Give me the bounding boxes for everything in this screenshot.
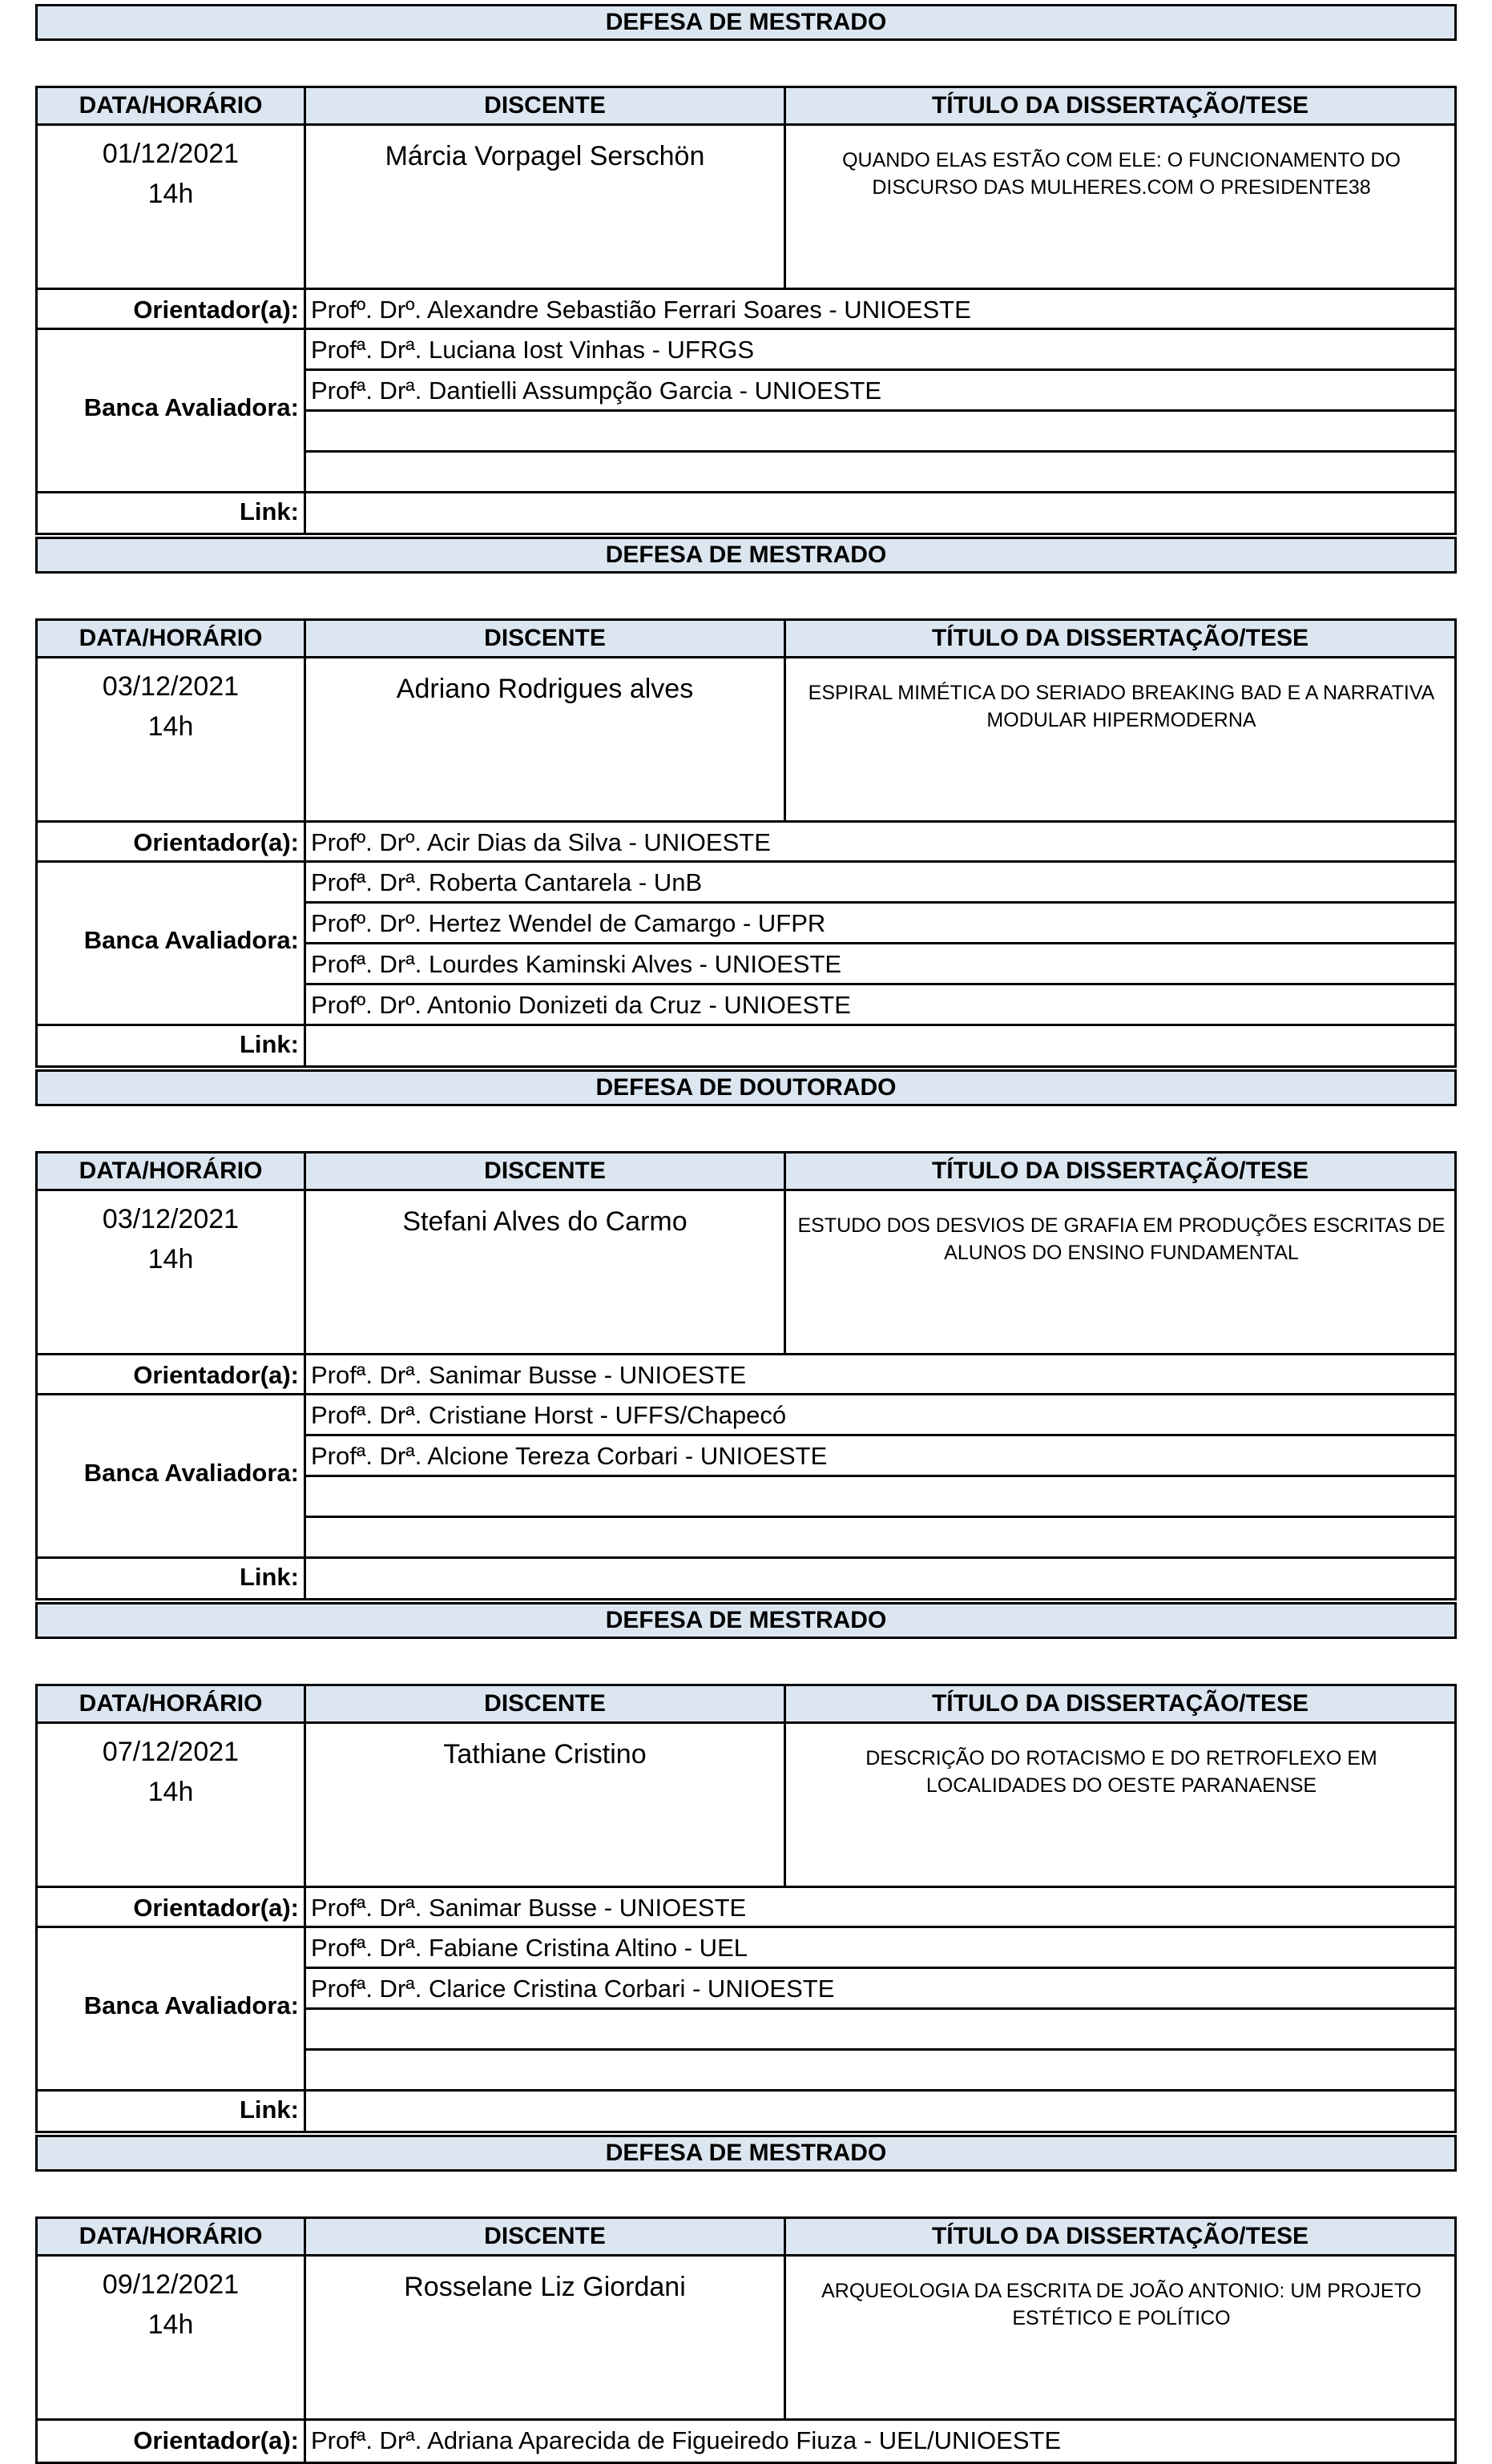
committee-label: Banca Avaliadora: [83, 1991, 299, 2019]
defense-block [35, 86, 1457, 535]
thesis-title: ARQUEOLOGIA DA ESCRITA DE JOÃO ANTONIO: UM PROJETO ESTÉTICO E POLÍTICO [821, 2280, 1421, 2329]
header-date: DATA/HORÁRIO [79, 625, 263, 651]
header-title: TÍTULO DA DISSERTAÇÃO/TESE [931, 92, 1309, 119]
header-student: DISCENTE [484, 92, 606, 119]
column-header-row [38, 1151, 1454, 1191]
advisor-label: Orientador(a): [133, 296, 299, 324]
header-title: TÍTULO DA DISSERTAÇÃO/TESE [931, 1690, 1309, 1717]
committee-member: Profª. Drª. Clarice Cristina Corbari - UNIOESTE [311, 1975, 835, 2003]
header-title: TÍTULO DA DISSERTAÇÃO/TESE [931, 1158, 1309, 1184]
advisor-name: Profº. Drº. Alexandre Sebastião Ferrari Soares - UNIOESTE [311, 296, 971, 324]
committee-member: Profª. Drª. Dantielli Assumpção Garcia - UNIOESTE [311, 376, 882, 405]
defense-time: 14h [147, 1244, 194, 1274]
student-name: Stefani Alves do Carmo [402, 1206, 688, 1237]
header-student: DISCENTE [484, 1690, 606, 1717]
thesis-title: QUANDO ELAS ESTÃO COM ELE: O FUNCIONAMENTO DO DISCURSO DAS MULHERES.COM O PRESIDENTE38 [842, 149, 1401, 199]
student-name: Adriano Rodrigues alves [396, 674, 694, 704]
committee-member: Profª. Drª. Roberta Cantarela - UnB [311, 868, 703, 896]
column-header-row [38, 86, 1454, 126]
link-label: Link: [239, 1030, 299, 1058]
advisor-name: Profª. Drª. Adriana Aparecida de Figueiredo Fiuza - UEL/UNIOESTE [311, 2426, 1062, 2454]
advisor-name: Profª. Drª. Sanimar Busse - UNIOESTE [311, 1361, 747, 1389]
defense-date: 03/12/2021 [102, 1204, 240, 1234]
defense-date: 09/12/2021 [102, 2269, 240, 2300]
header-date: DATA/HORÁRIO [79, 92, 263, 119]
defense-type-banner: DEFESA DE MESTRADO [35, 2135, 1457, 2172]
student-name: Márcia Vorpagel Serschön [385, 141, 705, 171]
header-student: DISCENTE [484, 625, 606, 651]
column-header-row [38, 1684, 1454, 1724]
committee-member: Profª. Drª. Fabiane Cristina Altino - UEL [311, 1934, 748, 1962]
committee-label: Banca Avaliadora: [83, 393, 299, 421]
advisor-label: Orientador(a): [133, 1361, 299, 1389]
committee-label: Banca Avaliadora: [83, 926, 299, 954]
thesis-title: DESCRIÇÃO DO ROTACISMO E DO RETROFLEXO EM LOCALIDADES DO OESTE PARANAENSE [865, 1747, 1377, 1797]
header-date: DATA/HORÁRIO [79, 1690, 263, 1717]
defense-type-banner: DEFESA DE MESTRADO [35, 1602, 1457, 1639]
header-date: DATA/HORÁRIO [79, 1158, 263, 1184]
column-header-row [38, 2216, 1454, 2257]
link-label: Link: [239, 1563, 299, 1591]
defense-time: 14h [147, 711, 194, 742]
committee-label: Banca Avaliadora: [83, 1459, 299, 1487]
defense-block [35, 618, 1457, 1068]
link-label: Link: [239, 497, 299, 525]
header-student: DISCENTE [484, 1158, 606, 1184]
defense-type-banner: DEFESA DE MESTRADO [35, 4, 1457, 41]
header-date: DATA/HORÁRIO [79, 2223, 263, 2249]
header-title: TÍTULO DA DISSERTAÇÃO/TESE [931, 2223, 1309, 2249]
advisor-label: Orientador(a): [133, 828, 299, 856]
defense-block [35, 1684, 1457, 2133]
advisor-name: Profº. Drº. Acir Dias da Silva - UNIOESTE [311, 828, 771, 856]
committee-member: Profª. Drª. Cristiane Horst - UFFS/Chapecó [311, 1401, 787, 1429]
thesis-title: ESTUDO DOS DESVIOS DE GRAFIA EM PRODUÇÕES ESCRITAS DE ALUNOS DO ENSINO FUNDAMENTAL [797, 1214, 1446, 1264]
column-header-row [38, 618, 1454, 658]
defense-type-banner: DEFESA DE MESTRADO [35, 537, 1457, 574]
committee-member: Profª. Drª. Lourdes Kaminski Alves - UNIOESTE [311, 950, 842, 978]
defense-time: 14h [147, 179, 194, 209]
link-label: Link: [239, 2096, 299, 2124]
advisor-name: Profª. Drª. Sanimar Busse - UNIOESTE [311, 1894, 747, 1922]
header-student: DISCENTE [484, 2223, 606, 2249]
advisor-label: Orientador(a): [133, 1894, 299, 1922]
defense-date: 07/12/2021 [102, 1737, 240, 1767]
defense-date: 03/12/2021 [102, 671, 240, 702]
defense-time: 14h [147, 1777, 194, 1807]
student-name: Rosselane Liz Giordani [404, 2272, 686, 2302]
committee-member: Profª. Drª. Alcione Tereza Corbari - UNIOESTE [311, 1442, 828, 1470]
thesis-title: ESPIRAL MIMÉTICA DO SERIADO BREAKING BAD E A NARRATIVA MODULAR HIPERMODERNA [808, 682, 1435, 731]
defense-time: 14h [147, 2309, 194, 2340]
student-name: Tathiane Cristino [443, 1739, 647, 1769]
committee-member: Profº. Drº. Hertez Wendel de Camargo - UFPR [311, 909, 826, 937]
defense-date: 01/12/2021 [102, 139, 240, 169]
defense-type-banner: DEFESA DE DOUTORADO [35, 1069, 1457, 1106]
committee-member: Profº. Drº. Antonio Donizeti da Cruz - UNIOESTE [311, 991, 851, 1019]
defense-block [35, 1151, 1457, 1600]
defense-block [35, 2216, 1457, 2464]
committee-member: Profª. Drª. Luciana Iost Vinhas - UFRGS [311, 336, 755, 364]
header-title: TÍTULO DA DISSERTAÇÃO/TESE [931, 625, 1309, 651]
advisor-label: Orientador(a): [133, 2426, 299, 2454]
